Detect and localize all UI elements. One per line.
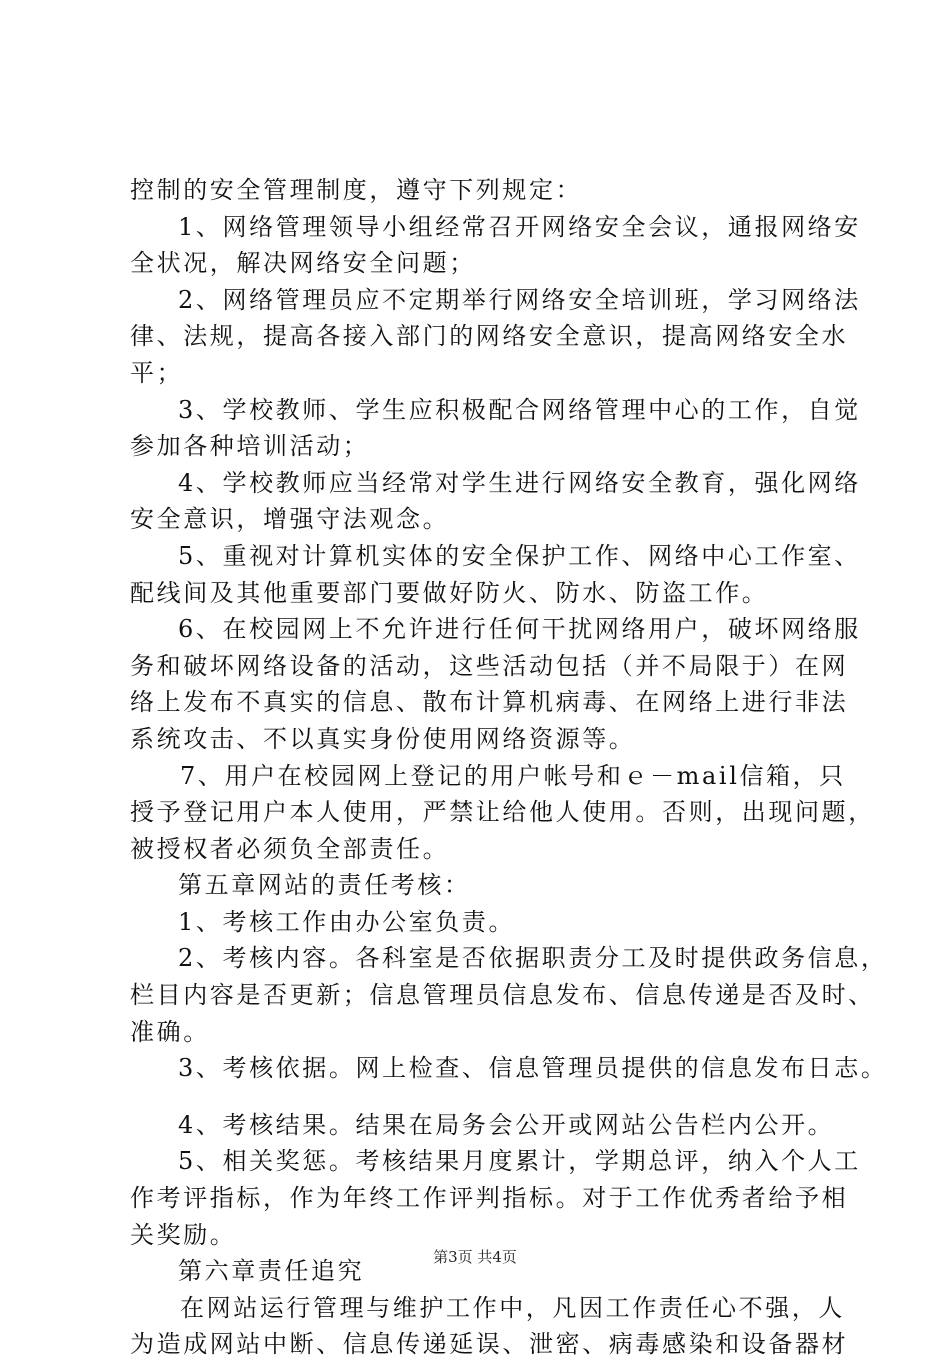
text-line: 1、网络管理领导小组经常召开网络安全会议，通报网络安 <box>178 212 861 241</box>
text-line: 1、考核工作由办公室负责。 <box>178 907 516 936</box>
text-line: 控制的安全管理制度，遵守下列规定： <box>130 176 583 204</box>
text-line: 3、考核依据。网上检查、信息管理员提供的信息发布日志。 <box>178 1054 888 1083</box>
text-line: 系统攻击、不以真实身份使用网络资源等。 <box>130 724 636 753</box>
text-line: 5、重视对计算机实体的安全保护工作、网络中心工作室、 <box>178 541 861 570</box>
text-line: 关奖励。 <box>130 1220 237 1249</box>
text-line: 配线间及其他重要部门要做好防火、防水、防盗工作。 <box>130 578 769 607</box>
page-number-label: 第3页 共4页 <box>433 1248 517 1266</box>
text-line: 参加各种培训活动； <box>130 432 370 461</box>
text-line: 2、网络管理员应不定期举行网络安全培训班，学习网络法 <box>178 285 861 314</box>
text-line: 在网站运行管理与维护工作中，凡因工作责任心不强，人 <box>180 1293 845 1322</box>
text-line: 授予登记用户本人使用，严禁让给他人使用。否则，出现问题， <box>130 798 875 827</box>
text-line: 4、学校教师应当经常对学生进行网络安全教育，强化网络 <box>178 468 861 497</box>
text-line: 2、考核内容。各科室是否依据职责分工及时提供政务信息， <box>178 944 888 973</box>
text-line: 平； <box>130 358 184 387</box>
text-line: 为造成网站中断、信息传递延误、泄密、病毒感染和设备器材 <box>130 1330 849 1359</box>
text-line: 栏目内容是否更新；信息管理员信息发布、信息传递是否及时、 <box>130 981 875 1010</box>
text-line: 6、在校园网上不允许进行任何干扰网络用户，破坏网络服 <box>178 615 861 644</box>
text-line: 被授权者必须负全部责任。 <box>130 834 450 863</box>
text-line: 作考评指标，作为年终工作评判指标。对于工作优秀者给予相 <box>130 1184 849 1213</box>
text-line: 律、法规，提高各接入部门的网络安全意识，提高网络安全水 <box>130 322 849 351</box>
text-line: 络上发布不真实的信息、散布计算机病毒、在网络上进行非法 <box>130 688 849 717</box>
section-heading: 第五章网站的责任考核： <box>178 871 471 900</box>
text-line: 全状况，解决网络安全问题； <box>130 249 476 278</box>
text-line: 准确。 <box>130 1017 210 1046</box>
page-footer <box>0 1246 950 1267</box>
text-line: 3、学校教师、学生应积极配合网络管理中心的工作，自觉 <box>178 395 861 424</box>
paragraph-gap <box>130 1087 830 1107</box>
text-line: 5、相关奖惩。考核结果月度累计，学期总评，纳入个人工 <box>178 1147 861 1176</box>
document-body <box>130 172 888 1363</box>
text-line: 7、用户在校园网上登记的用户帐号和ｅ－mail信箱，只 <box>180 761 846 790</box>
text-line: 4、考核结果。结果在局务会公开或网站公告栏内公开。 <box>178 1110 835 1139</box>
section-heading: 第六章责任追究 <box>178 1257 365 1286</box>
text-line: 安全意识，增强守法观念。 <box>130 505 450 534</box>
text-line: 务和破坏网络设备的活动，这些活动包括（并不局限于）在网 <box>130 651 849 680</box>
